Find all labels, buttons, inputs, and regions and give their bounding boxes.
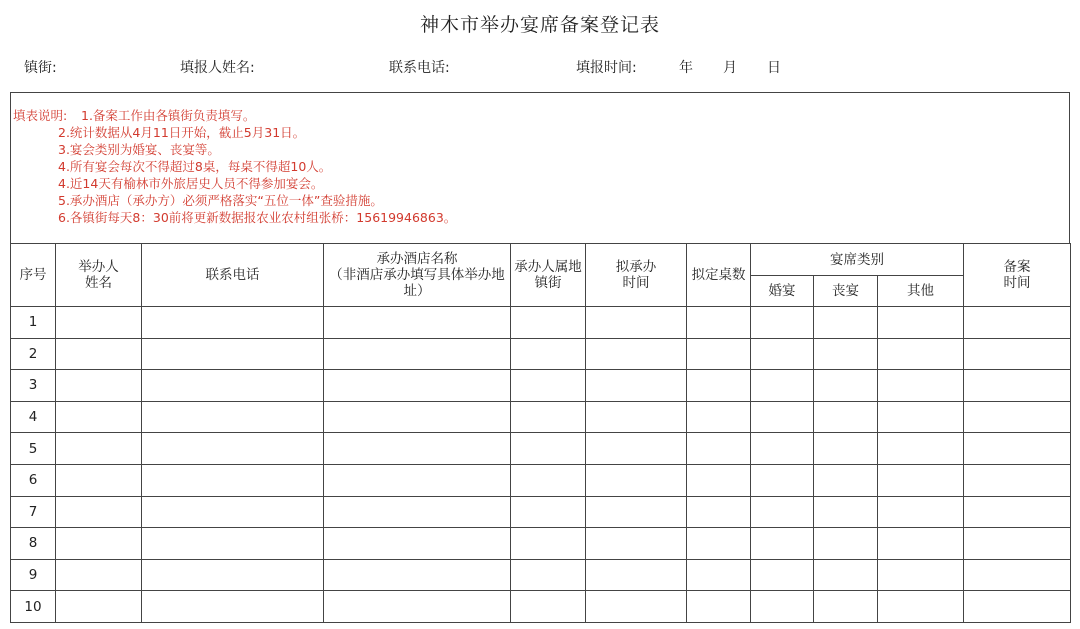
row-number: 4: [11, 401, 56, 433]
table-cell[interactable]: [324, 591, 511, 623]
table-cell[interactable]: [142, 433, 324, 465]
town-label: 镇街:: [24, 60, 57, 76]
instruction-item: 4.近14天有榆林市外旅居史人员不得参加宴会。: [58, 176, 324, 191]
table-row: [11, 496, 1071, 528]
table-cell[interactable]: [511, 370, 586, 402]
col-header-phone: 联系电话: [142, 244, 324, 307]
col-header-planned-time: 拟承办 时间: [586, 244, 687, 307]
instructions-box: [10, 92, 1070, 243]
table-cell[interactable]: [814, 464, 878, 496]
row-number: 7: [11, 496, 56, 528]
table-cell[interactable]: [324, 401, 511, 433]
table-cell[interactable]: [687, 370, 751, 402]
page-title: 神木市举办宴席备案登记表: [419, 14, 660, 36]
table-cell[interactable]: [511, 433, 586, 465]
table-cell[interactable]: [586, 559, 687, 591]
table-cell[interactable]: [814, 496, 878, 528]
table-cell[interactable]: [586, 591, 687, 623]
table-cell[interactable]: [964, 591, 1071, 623]
table-cell[interactable]: [814, 528, 878, 560]
table-cell[interactable]: [586, 528, 687, 560]
table-cell[interactable]: [586, 370, 687, 402]
table-cell[interactable]: [56, 433, 142, 465]
table-cell[interactable]: [687, 401, 751, 433]
table-cell[interactable]: [814, 307, 878, 339]
table-cell[interactable]: [814, 338, 878, 370]
table-cell[interactable]: [751, 464, 814, 496]
instruction-item: 4.所有宴会每次不得超过8桌，每桌不得超10人。: [58, 159, 332, 174]
table-cell[interactable]: [878, 496, 964, 528]
filler-name-label: 填报人姓名:: [180, 60, 255, 76]
table-cell[interactable]: [56, 307, 142, 339]
table-cell[interactable]: [142, 496, 324, 528]
col-header-category: 宴席类别: [751, 244, 964, 276]
table-cell[interactable]: [878, 370, 964, 402]
table-cell[interactable]: [142, 307, 324, 339]
table-cell[interactable]: [586, 401, 687, 433]
table-cell[interactable]: [687, 559, 751, 591]
table-cell[interactable]: [687, 464, 751, 496]
table-cell[interactable]: [687, 433, 751, 465]
instruction-item: 2.统计数据从4月11日开始，截止5月31日。: [58, 125, 306, 140]
table-cell[interactable]: [814, 559, 878, 591]
table-cell[interactable]: [751, 338, 814, 370]
banquet-registration-table: [10, 243, 1071, 623]
table-cell[interactable]: [878, 464, 964, 496]
instruction-item: 1.备案工作由各镇街负责填写。: [81, 108, 256, 123]
table-cell[interactable]: [687, 528, 751, 560]
table-cell[interactable]: [56, 528, 142, 560]
table-cell[interactable]: [751, 433, 814, 465]
table-cell[interactable]: [324, 528, 511, 560]
table-cell[interactable]: [751, 496, 814, 528]
row-number: 9: [11, 559, 56, 591]
table-cell[interactable]: [964, 433, 1071, 465]
table-cell[interactable]: [964, 559, 1071, 591]
table-row: [11, 401, 1071, 433]
table-cell[interactable]: [964, 496, 1071, 528]
table-cell[interactable]: [964, 307, 1071, 339]
table-cell[interactable]: [586, 433, 687, 465]
table-cell[interactable]: [878, 307, 964, 339]
table-row: [11, 559, 1071, 591]
table-cell[interactable]: [142, 559, 324, 591]
row-number: 2: [11, 338, 56, 370]
col-header-wedding: 婚宴: [751, 276, 814, 307]
table-cell[interactable]: [56, 338, 142, 370]
instruction-item: 3.宴会类别为婚宴、丧宴等。: [58, 142, 220, 157]
table-cell[interactable]: [142, 401, 324, 433]
table-cell[interactable]: [964, 370, 1071, 402]
table-row: [11, 338, 1071, 370]
table-cell[interactable]: [142, 464, 324, 496]
col-header-other: 其他: [878, 276, 964, 307]
table-row: [11, 307, 1071, 339]
table-cell[interactable]: [878, 559, 964, 591]
table-cell[interactable]: [687, 591, 751, 623]
instruction-item: 6.各镇街每天8：30前将更新数据报农业农村组张桥：15619946863。: [58, 210, 457, 225]
table-cell[interactable]: [964, 528, 1071, 560]
table-cell[interactable]: [751, 370, 814, 402]
table-cell[interactable]: [586, 307, 687, 339]
fill-date-label: 填报时间:: [576, 60, 637, 76]
table-cell[interactable]: [878, 433, 964, 465]
table-cell[interactable]: [56, 559, 142, 591]
table-row: [11, 528, 1071, 560]
table-cell[interactable]: [814, 370, 878, 402]
table-cell[interactable]: [324, 307, 511, 339]
table-cell[interactable]: [142, 591, 324, 623]
table-cell[interactable]: [586, 464, 687, 496]
table-cell[interactable]: [751, 591, 814, 623]
table-cell[interactable]: [878, 401, 964, 433]
row-number: 8: [11, 528, 56, 560]
table-cell[interactable]: [324, 496, 511, 528]
table-cell[interactable]: [56, 370, 142, 402]
table-cell[interactable]: [142, 338, 324, 370]
month-label: 月: [723, 60, 737, 76]
table-cell[interactable]: [324, 559, 511, 591]
table-cell[interactable]: [814, 591, 878, 623]
table-cell[interactable]: [687, 338, 751, 370]
day-label: 日: [767, 60, 781, 76]
table-cell[interactable]: [814, 433, 878, 465]
table-cell[interactable]: [751, 307, 814, 339]
table-cell[interactable]: [56, 401, 142, 433]
table-cell[interactable]: [586, 338, 687, 370]
table-cell[interactable]: [56, 591, 142, 623]
table-cell[interactable]: [511, 464, 586, 496]
year-label: 年: [679, 60, 693, 76]
table-cell[interactable]: [511, 307, 586, 339]
table-cell[interactable]: [511, 528, 586, 560]
col-header-record-time: 备案 时间: [964, 244, 1071, 307]
row-number: 1: [11, 307, 56, 339]
table-cell[interactable]: [511, 496, 586, 528]
table-cell[interactable]: [142, 370, 324, 402]
table-cell[interactable]: [56, 496, 142, 528]
table-cell[interactable]: [878, 338, 964, 370]
table-cell[interactable]: [511, 401, 586, 433]
table-cell[interactable]: [964, 464, 1071, 496]
table-cell[interactable]: [142, 528, 324, 560]
col-header-town: 承办人属地 镇街: [511, 244, 586, 307]
table-row: [11, 591, 1071, 623]
table-cell[interactable]: [324, 338, 511, 370]
col-header-table-count: 拟定桌数: [687, 244, 751, 307]
table-cell[interactable]: [964, 401, 1071, 433]
table-row: [11, 370, 1071, 402]
row-number: 10: [11, 591, 56, 623]
instructions-label: 填表说明:: [13, 108, 68, 123]
table-cell[interactable]: [324, 433, 511, 465]
col-header-seq: 序号: [11, 244, 56, 307]
table-cell[interactable]: [878, 528, 964, 560]
col-header-funeral: 丧宴: [814, 276, 878, 307]
table-cell[interactable]: [586, 496, 687, 528]
table-cell[interactable]: [511, 338, 586, 370]
table-cell[interactable]: [324, 464, 511, 496]
table-cell[interactable]: [511, 591, 586, 623]
table-cell[interactable]: [687, 307, 751, 339]
table-cell[interactable]: [751, 528, 814, 560]
instruction-item: 5.承办酒店（承办方）必须严格落实“五位一体”查验措施。: [58, 193, 383, 208]
table-cell[interactable]: [324, 370, 511, 402]
col-header-hotel: 承办酒店名称 （非酒店承办填写具体举办地 址）: [324, 244, 511, 307]
table-cell[interactable]: [751, 559, 814, 591]
table-cell[interactable]: [687, 496, 751, 528]
table-row: [11, 433, 1071, 465]
table-cell[interactable]: [878, 591, 964, 623]
row-number: 5: [11, 433, 56, 465]
row-number: 6: [11, 464, 56, 496]
table-cell[interactable]: [56, 464, 142, 496]
table-row: [11, 464, 1071, 496]
col-header-host: 举办人 姓名: [56, 244, 142, 307]
contact-phone-label: 联系电话:: [389, 60, 450, 76]
table-cell[interactable]: [964, 338, 1071, 370]
table-cell[interactable]: [751, 401, 814, 433]
row-number: 3: [11, 370, 56, 402]
table-cell[interactable]: [814, 401, 878, 433]
table-cell[interactable]: [511, 559, 586, 591]
